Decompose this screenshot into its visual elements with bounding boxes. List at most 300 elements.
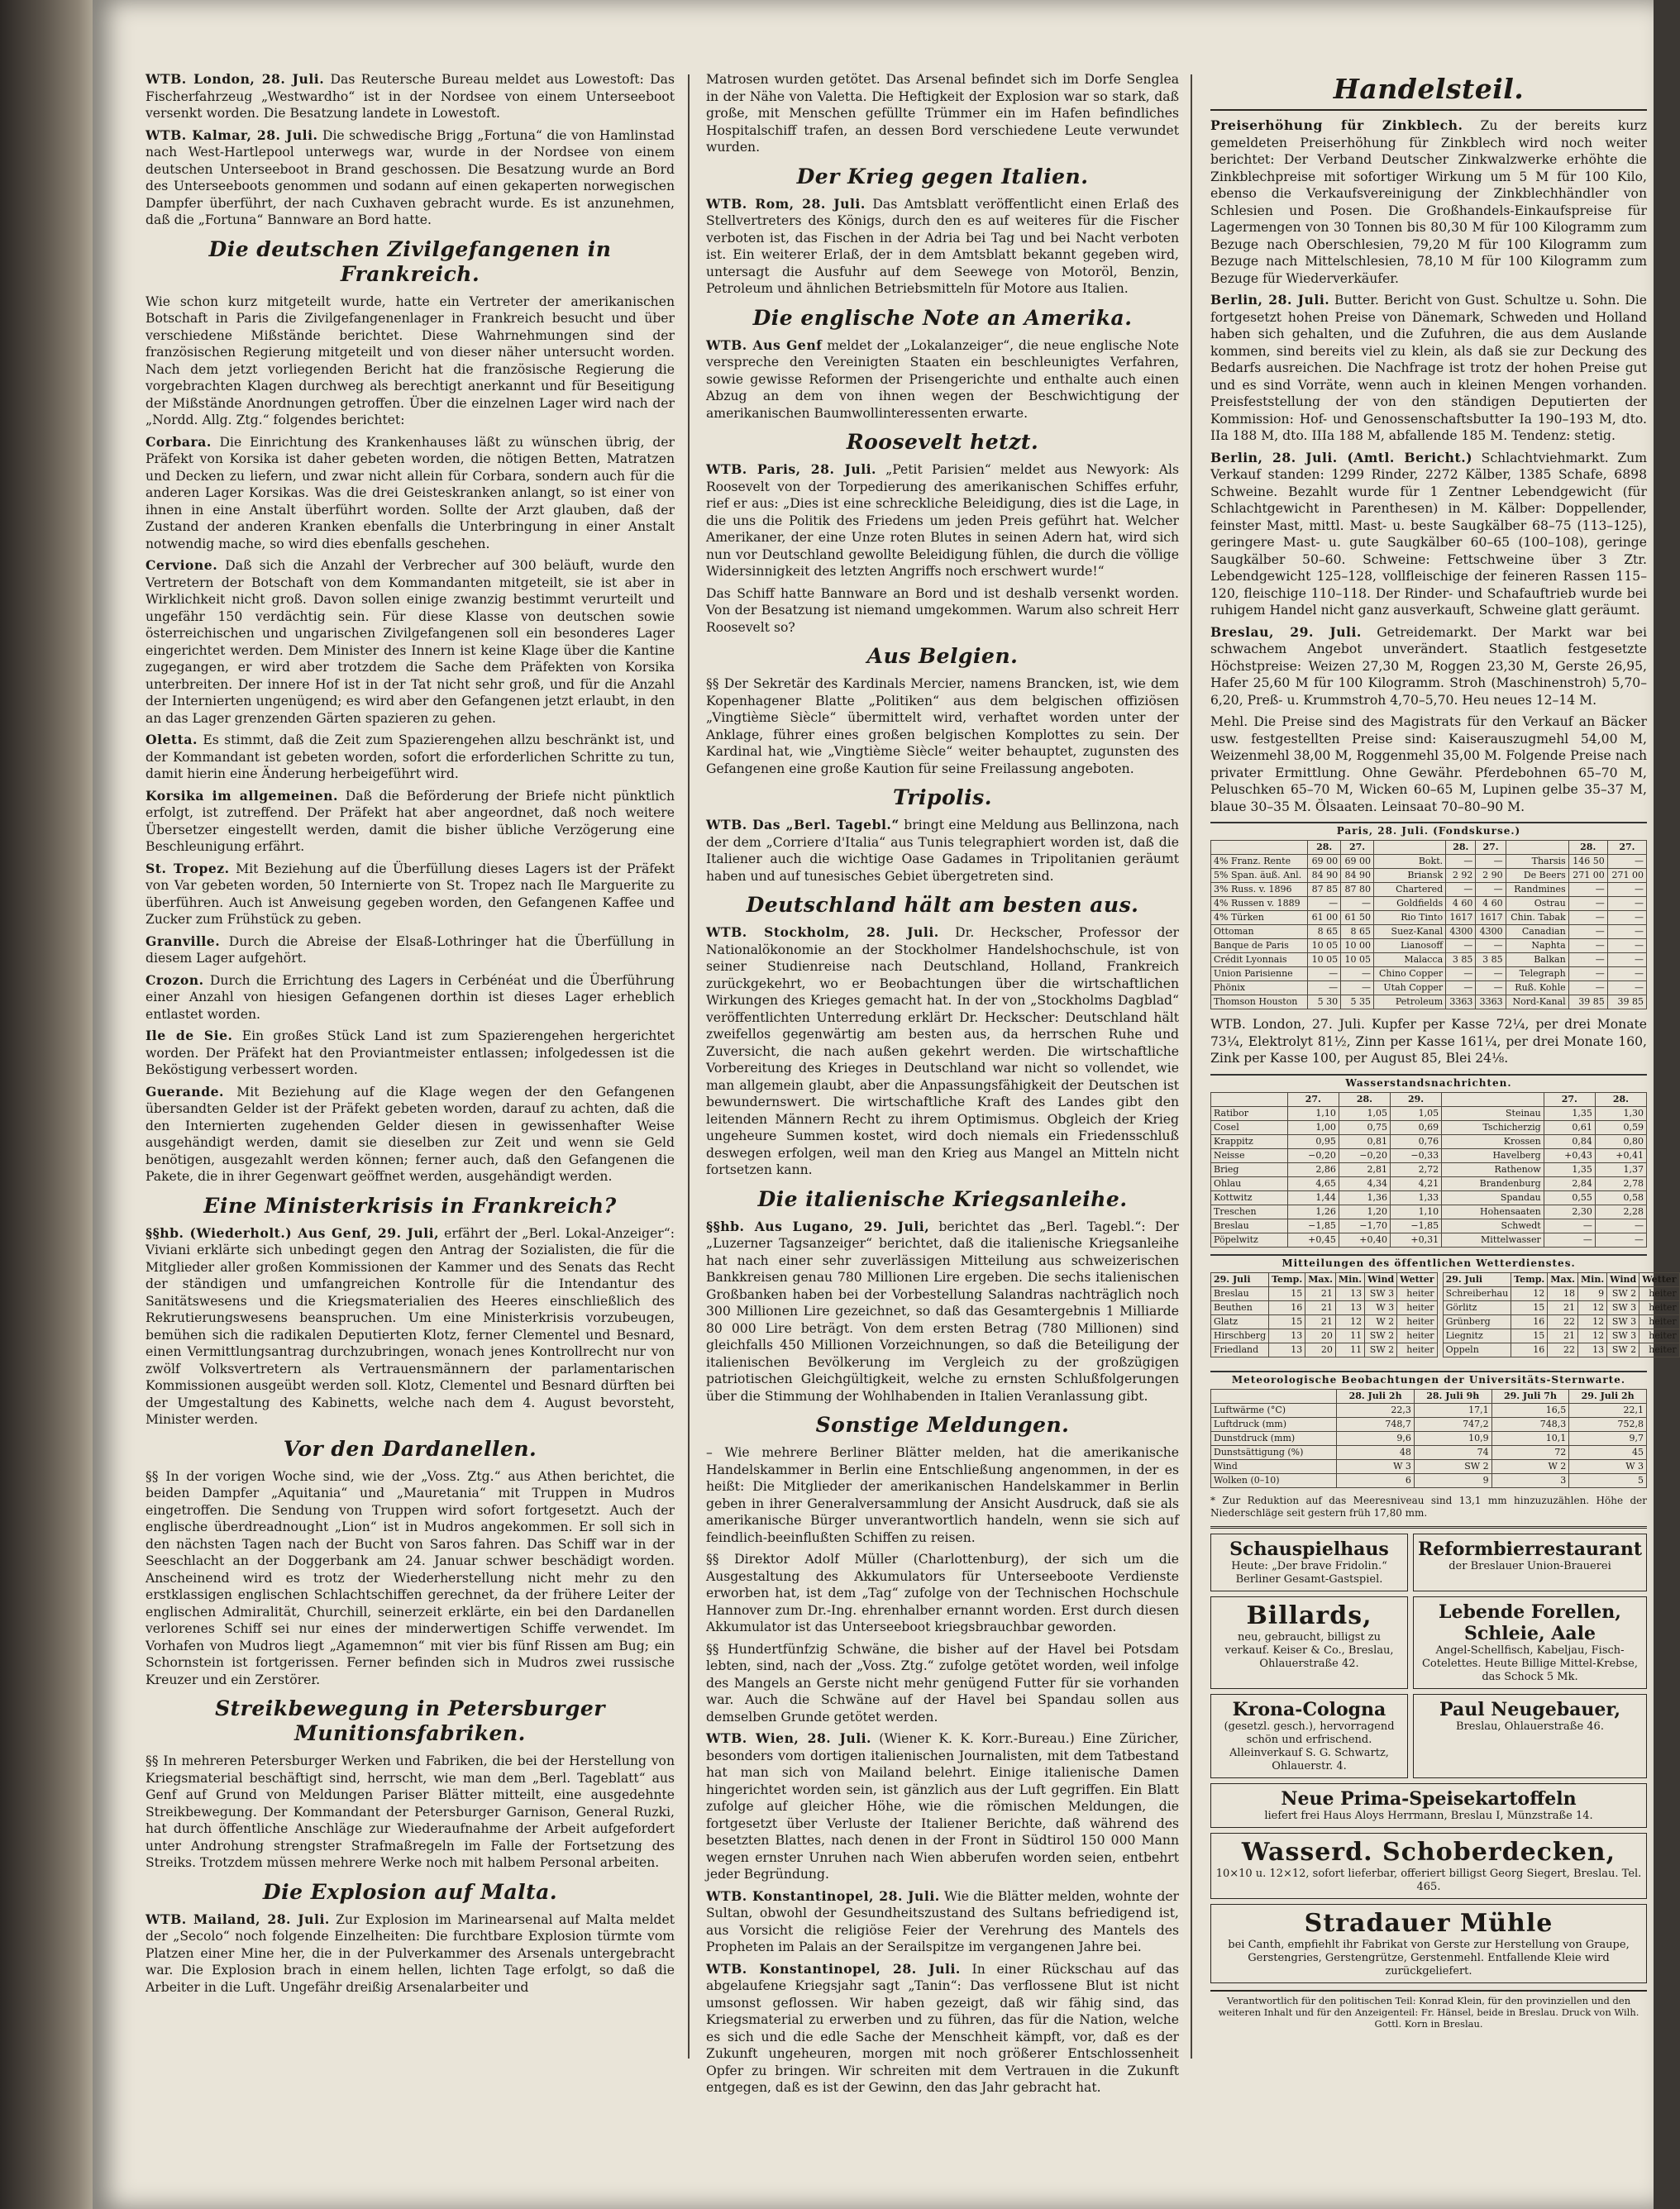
- ad-stradauer-muehle: [1210, 1904, 1647, 1983]
- table-cell: 74: [1414, 1445, 1491, 1459]
- table-cell: 9: [1414, 1473, 1491, 1487]
- table-cell: 21: [1305, 1286, 1336, 1300]
- table-cell: 2,30: [1544, 1205, 1595, 1219]
- table-header-cell: 27.: [1476, 841, 1506, 855]
- paragraph-text: Das Reutersche Bureau meldet aus Lowestoft: Das Fischerfahrzeug „Westwardho“ ist in der Nordsee von einem Unterseeboot versenkt worden. Die Besatzung landete in Lowestoft.: [146, 72, 675, 121]
- article-headline: Die englische Note an Amerika.: [752, 305, 1133, 330]
- table-cell: SW 2: [1607, 1286, 1639, 1300]
- table-cell: +0,40: [1339, 1233, 1390, 1247]
- table-cell: Utah Copper: [1374, 981, 1446, 995]
- dateline: WTB. Das „Berl. Tagebl.“: [706, 817, 900, 833]
- paragraph-text: „Petit Parisien“ meldet aus Newyork: Als Roosevelt von der Torpedierung des amerikanischen Schiffes erfuhr, rief er aus: „Dies ist eine schreckliche Beleidigung, dies ist die Lage, in die uns die Politik des Friedens um jeden Preis geführt hat. Welcher Amerikaner, der eine Unze roten Blutes in seinen Adern hat, wird sich nun vor Deutschland gewollte Beleidigung fühlen, die durch die völlige Widersinnigkeit des letzten Angriffs noch erschwert wurde!“: [706, 462, 1179, 579]
- article-headline: Tripolis.: [893, 785, 992, 809]
- table-cell: heiter: [1397, 1286, 1437, 1300]
- article-paragraph: [146, 293, 675, 429]
- table-header-cell: 28.: [1568, 841, 1607, 855]
- article-paragraph: [706, 1444, 1179, 1546]
- paragraph-text: – Wie mehrere Berliner Blätter melden, hat die amerikanische Handelskammer in Berlin eine Entschließung angenommen, in der es heißt: Die Mitglieder der amerikanischen Handelskammer in Berlin geben in ihrer Generalversammlung der Ansicht Ausdruck, daß sie als amerikanische Bürger unverantwortlich handeln, wenn sie sich auf feindlich-beeinflußten Schiffen zu reisen.: [706, 1445, 1179, 1545]
- table-cell: 13: [1269, 1329, 1305, 1343]
- section-title-handelsteil: Handelsteil.: [1210, 73, 1647, 111]
- table-cell: heiter: [1397, 1300, 1437, 1314]
- ad-title: Reformbierrestaurant: [1417, 1538, 1642, 1560]
- fonds-table: [1210, 840, 1647, 1009]
- table-cell: Breslau: [1211, 1219, 1288, 1233]
- article-paragraph: [706, 817, 1179, 885]
- article-headline: Streikbewegung in Petersburger Munitionsfabriken.: [215, 1696, 605, 1745]
- table-cell: —: [1607, 925, 1646, 939]
- table-cell: —: [1446, 981, 1476, 995]
- paragraph-text: Durch die Abreise der Elsaß-Lothringer hat die Überfüllung in diesem Lager aufgehört.: [146, 933, 675, 966]
- paragraph-text: Das Schiff hatte Bannware an Bord und ist deshalb versenkt worden. Von der Besatzung ist niemand umgekommen. Warum also schreit Herr Roosevelt so?: [706, 585, 1179, 635]
- table-cell: SW 3: [1607, 1329, 1639, 1343]
- table-row: [1211, 1329, 1438, 1343]
- table-row: [1211, 1300, 1438, 1314]
- table-cell: 45: [1569, 1445, 1647, 1459]
- table-cell: +0,43: [1544, 1148, 1595, 1162]
- ad-text: 10×10 u. 12×12, sofort lieferbar, offeriert billigst Georg Siegert, Breslau. Tel. 465.: [1215, 1867, 1642, 1893]
- article-paragraph: [146, 861, 675, 928]
- table-cell: Krappitz: [1211, 1134, 1288, 1148]
- table-cell: 4,34: [1339, 1176, 1390, 1190]
- table-cell: —: [1308, 897, 1341, 911]
- table-header-cell: Wetter: [1397, 1272, 1437, 1286]
- table-cell: Friedland: [1211, 1343, 1269, 1357]
- table-cell: 0,80: [1595, 1134, 1646, 1148]
- table-cell: —: [1607, 953, 1646, 967]
- table-cell: 69 00: [1341, 855, 1374, 869]
- table-cell: 8 65: [1341, 925, 1374, 939]
- table-cell: Beuthen: [1211, 1300, 1269, 1314]
- table-cell: heiter: [1397, 1314, 1437, 1329]
- table-cell: —: [1476, 939, 1506, 953]
- article-paragraph: [706, 1219, 1179, 1405]
- table-cell: 2,72: [1390, 1162, 1441, 1176]
- article-paragraph: [706, 337, 1179, 422]
- ad-billards: [1210, 1596, 1408, 1689]
- article-paragraph: [146, 1753, 675, 1872]
- table-cell: 2,81: [1339, 1162, 1390, 1176]
- table-cell: —: [1568, 911, 1607, 925]
- table-cell: Glatz: [1211, 1314, 1269, 1329]
- paragraph-text: Daß die Beförderung der Briefe nicht pünktlich erfolgt, ist zutreffend. Der Präfekt hat aber angeordnet, daß noch weitere Übersetzer eingestellt werden, damit die bisher übliche Verzögerung eine Beschleunigung erfährt.: [146, 788, 675, 854]
- article-paragraph: [706, 71, 1179, 156]
- table-row: [1211, 869, 1647, 883]
- paragraph-text: erfährt der „Berl. Lokal-Anzeiger“: Viviani erklärte sich unbedingt gegen den Antrag der Sozialisten, die für die Mitglieder aller großen Kommissionen der Kammer und des Senats das Recht der ständigen und umfangreichen Kontrolle für die Intendantur des Sanitätswesens und die Kriegsmaterialien des Heeres einschließlich des Rekrutierungswesens beanspruchen. Um eine Ministerkrisis vorzubeugen, bemühen sich die radikalen Deputierten Klotz, ferner Clementel und Besnard, einen Vermittlungsantrag durchzubringen, wonach jenes Kontrollrecht nur von zwölf Volksvertretern als Vertrauensmännern der parlamentarischen Kommissionen ausgeübt werden soll. Klotz, Clementel und Besnard dürften bei der Umgestaltung des Kabinetts, welche nach dem 4. August bevorsteht, Minister werden.: [146, 1225, 675, 1427]
- dateline: Oletta.: [146, 732, 198, 747]
- table-cell: −1,85: [1287, 1219, 1339, 1233]
- table-row: [1211, 1459, 1647, 1473]
- table-cell: —: [1607, 897, 1646, 911]
- ad-title: Schauspielhaus: [1229, 1538, 1389, 1560]
- table-cell: Dunstsättigung (%): [1211, 1445, 1337, 1459]
- table-cell: —: [1476, 967, 1506, 981]
- table-row: [1211, 911, 1647, 925]
- table-cell: —: [1341, 897, 1374, 911]
- table-header-cell: 27.: [1287, 1092, 1339, 1106]
- dateline: Korsika im allgemeinen.: [146, 787, 338, 804]
- table-cell: +0,41: [1595, 1148, 1646, 1162]
- table-cell: 3% Russ. v. 1896: [1211, 883, 1308, 897]
- paragraph-text: Mehl. Die Preise sind des Magistrats für den Verkauf an Bäcker usw. festgestellten Preise sind: Kaiserauszugmehl 54,00 M, Weizenmehl 38,00 M, Roggenmehl 35,00 M. Folgende Preise nach privater Ermittlung. Ohne Gewähr. Pferdebohnen 65–70 M, Peluschken 65–70 M, Wicken 60–65 M, Lupinen gelbe 35–37 M, blaue 30–35 M. Ölsaaten. Leinsaat 70–80–90 M.: [1210, 714, 1647, 814]
- article-paragraph: [146, 1084, 675, 1186]
- table-cell: 2,78: [1595, 1176, 1646, 1190]
- table-cell: 16,5: [1491, 1403, 1569, 1417]
- ad-text: Breslau, Ohlauerstraße 46.: [1456, 1720, 1604, 1733]
- paragraph-text: §§ In mehreren Petersburger Werken und Fabriken, die bei der Herstellung von Kriegsmaterial beschäftigt sind, herrscht, wie man dem „Berl. Tageblatt“ aus Genf auf Grund von Meldungen Pariser Blätter mitteilt, eine ausgedehnte Streikbewegung. Der Kommandant der Petersburger Garnison, General Ruzki, hat durch öffentliche Anschläge zur Wiederaufnahme der Arbeit aufgefordert unter Androhung strengster Strafmaßregeln im Falle der Fortsetzung des Streiks. Trotzdem müssen mehrere Werke noch mit halbem Personal arbeiten.: [146, 1753, 675, 1870]
- dateline: Berlin, 28. Juli.: [1210, 292, 1330, 308]
- weather-tables: [1210, 1269, 1677, 1364]
- table-cell: 0,76: [1390, 1134, 1441, 1148]
- paragraph-text: §§ Der Sekretär des Kardinals Mercier, namens Brancken, ist, wie dem Kopenhagener Blatte „Politiken“ aus dem belgischen offiziösen „Vingtième Siècle“ übermittelt wird, verhaftet worden unter der Anklage, führer eines großen belgischen Komplottes zu sein. Der Kardinal hat, wie „Vingtième Siècle“ weiter behauptet, zugunsten des Gefangenen eine große Kaution für seine Freilassung angeboten.: [706, 676, 1179, 776]
- table-cell: Randmines: [1506, 883, 1568, 897]
- table-cell: 13: [1335, 1300, 1364, 1314]
- ad-text: der Breslauer Union-Brauerei: [1449, 1559, 1611, 1572]
- table-cell: De Beers: [1506, 869, 1568, 883]
- dateline: §§hb. Aus Lugano, 29. Juli,: [706, 1218, 930, 1234]
- table-row: [1211, 1162, 1647, 1176]
- article-paragraph: [146, 71, 675, 122]
- book-binding-shadow: [0, 0, 98, 2209]
- table-cell: W 3: [1337, 1459, 1415, 1473]
- table-cell: —: [1544, 1233, 1595, 1247]
- column-rule: [1191, 74, 1192, 2059]
- table-cell: Krossen: [1442, 1134, 1544, 1148]
- table-header-cell: 29. Juli 2h: [1569, 1389, 1647, 1403]
- ad-title: Neue Prima-Speisekartoffeln: [1281, 1787, 1577, 1810]
- table-header-cell: 28.: [1308, 841, 1341, 855]
- table-header-cell: 29. Juli 7h: [1491, 1389, 1569, 1403]
- table-cell: 87 80: [1341, 883, 1374, 897]
- table-row: [1211, 1343, 1438, 1357]
- advertisements: [1210, 1526, 1647, 1983]
- table-cell: Telegraph: [1506, 967, 1568, 981]
- article-paragraph: [146, 933, 675, 967]
- dateline: Berlin, 28. Juli. (Amtl. Bericht.): [1210, 449, 1473, 465]
- ad-title: Wasserd. Schoberdecken,: [1241, 1837, 1616, 1867]
- table-row: [1211, 1431, 1647, 1445]
- table-header-cell: 29. Juli: [1211, 1272, 1269, 1286]
- table-header-cell: 28.: [1595, 1092, 1646, 1106]
- pegel-caption: Wasserstandsnachrichten.: [1210, 1074, 1647, 1089]
- table-cell: 0,95: [1287, 1134, 1339, 1148]
- article-paragraph: [706, 1641, 1179, 1726]
- table-header-cell: 28.: [1339, 1092, 1390, 1106]
- table-cell: 16: [1269, 1300, 1305, 1314]
- table-cell: 3363: [1446, 995, 1476, 1009]
- table-cell: 48: [1337, 1445, 1415, 1459]
- ad-speisekartoffeln: [1210, 1783, 1647, 1828]
- table-cell: —: [1341, 981, 1374, 995]
- article-paragraph: [146, 434, 675, 553]
- table-row: [1211, 1134, 1647, 1148]
- article-paragraph: [146, 557, 675, 727]
- table-cell: −1,70: [1339, 1219, 1390, 1233]
- table-cell: 5: [1569, 1473, 1647, 1487]
- table-cell: Rathenow: [1442, 1162, 1544, 1176]
- table-cell: Schwedt: [1442, 1219, 1544, 1233]
- newspaper-page: [93, 0, 1677, 2209]
- table-row: [1211, 855, 1647, 869]
- table-cell: SW 2: [1365, 1343, 1397, 1357]
- article-paragraph: [1210, 713, 1647, 815]
- table-header-cell: 29.: [1390, 1092, 1441, 1106]
- table-cell: 39 85: [1607, 995, 1646, 1009]
- fonds-caption: Paris, 28. Juli. (Fondskurse.): [1210, 822, 1647, 837]
- table-row: [1211, 939, 1647, 953]
- table-cell: 0,59: [1595, 1120, 1646, 1134]
- table-cell: SW 2: [1365, 1329, 1397, 1343]
- paragraph-text: Ein großes Stück Land ist zum Spazierengehen hergerichtet worden. Der Präfekt hat den Proviantmeister entlassen; infolgedessen ist die Beköstigung verbessert worden.: [146, 1028, 675, 1077]
- article-headline: Die italienische Kriegsanleihe.: [757, 1186, 1128, 1211]
- table-cell: 11: [1335, 1329, 1364, 1343]
- table-header-cell: Max.: [1305, 1272, 1336, 1286]
- table-cell: 87 85: [1308, 883, 1341, 897]
- table-cell: Steinau: [1442, 1106, 1544, 1120]
- table-cell: −0,20: [1339, 1148, 1390, 1162]
- article-paragraph: [146, 127, 675, 229]
- paragraph-text: Das Amtsblatt veröffentlicht einen Erlaß des Stellvertreters des Königs, durch den es auf weiteres für die Fischer verboten ist, das Fischen in der Adria bei Tag und bei Nacht verboten ist. Ein weiterer Erlaß, der in dem Amtsblatt bekannt gegeben wird, untersagt die Ausfuhr auf dem Seewege von Motoröl, Benzin, Petroleum und ähnlichen Betriebsmitteln für Motore aus Italien.: [706, 196, 1179, 296]
- ad-text: (gesetzl. gesch.), hervorragend schön und erfrischend. Alleinverkauf S. G. Schwartz, Ohlauerstr. 4.: [1224, 1720, 1395, 1772]
- article-paragraph: [146, 1468, 675, 1689]
- table-row: [1211, 1148, 1647, 1162]
- table-cell: 1,05: [1390, 1106, 1441, 1120]
- dateline: Breslau, 29. Juli.: [1210, 623, 1362, 640]
- table-header-cell: 27.: [1544, 1092, 1595, 1106]
- table-cell: Union Parisienne: [1211, 967, 1308, 981]
- table-cell: 0,61: [1544, 1120, 1595, 1134]
- table-cell: SW 2: [1607, 1343, 1639, 1357]
- table-header-cell: Temp.: [1511, 1272, 1548, 1286]
- table-cell: heiter: [1639, 1343, 1679, 1357]
- table-cell: 1,35: [1544, 1106, 1595, 1120]
- dateline: Crozon.: [146, 971, 204, 988]
- table-cell: —: [1476, 855, 1506, 869]
- article-paragraph: [706, 196, 1179, 298]
- table-cell: Treschen: [1211, 1205, 1288, 1219]
- table-cell: 22,3: [1337, 1403, 1415, 1417]
- table-cell: —: [1446, 939, 1476, 953]
- column-left: [146, 71, 675, 2072]
- paragraph-text: berichtet das „Berl. Tagebl.“: Der „Luzerner Tagsanzeiger“ berichtet, daß die italienische Kriegsanleihe hat nach einer sehr zuverlässigen Mitteilung aus schweizerischen Bankkreisen genau 780 Millionen Lire ergeben. Die sechs italienischen Großbanken haben bei der Vorbestellung Salandras nachträglich noch 300 Millionen Lire gezeichnet, so daß das Gesamtergebnis 1 Milliarde 80 000 Lire beträgt. Von dem ersten Betrag (780 Millionen) sind gleichfalls 450 Millionen Vorzeichnungen, so daß die Beteiligung der italienischen Bevölkerung im Vergleich zu der großzügigen patriotischen Gleichgültigkeit, welche zu ernsten Schlußfolgerungen über die Stimmung der Wohlhabenden in Italien Veranlassung gibt.: [706, 1219, 1180, 1404]
- table-cell: —: [1568, 939, 1607, 953]
- table-cell: —: [1607, 939, 1646, 953]
- article-headline: Eine Ministerkrisis in Frankreich?: [203, 1193, 617, 1218]
- table-cell: 21: [1305, 1300, 1336, 1314]
- table-cell: 15: [1269, 1286, 1305, 1300]
- table-header-cell: 28.: [1446, 841, 1476, 855]
- dateline: WTB. Wien, 28. Juli.: [706, 1730, 871, 1746]
- paragraph-text: Wie schon kurz mitgeteilt wurde, hatte ein Vertreter der amerikanischen Botschaft in Paris die Zivilgefangenenlager in Frankreich besucht und über verschiedene Mißstände berichtet. Diese Wahrnehmungen sind der französischen Regierung mitgeteilt und von dieser näher untersucht worden. Nach dem jetzt vorliegenden Bericht hat die französische Regierung die vorgebrachten Klagen durchweg als berechtigt anerkannt und für Beseitigung der Mißstände Anordnungen getroffen. Über die einzelnen Lager wird nach der „Nordd. Allg. Ztg.“ folgendes berichtet:: [146, 293, 675, 427]
- table-row: [1211, 925, 1647, 939]
- table-cell: —: [1607, 883, 1646, 897]
- paragraph-text: Dr. Heckscher, Professor der Nationalökonomie an der Stockholmer Handelshochschule, ist von seiner Studienreise nach Deutschland, Holland, Frankreich zurückgekehrt, wo er Beobachtungen über die wirtschaftlichen Wirkungen des Krieges gemacht hat. In der von „Stockholms Dagblad“ veröffentlichten Unterredung erklärt Dr. Heckscher: Deutschland hält zweifellos gegenwärtig am besten aus, da herrschen Ruhe und Zuversicht, die nach außen gekehrt werden. Die wirtschaftliche Vorbereitung des Krieges in Deutschland war nicht so vollendet, wie man allgemein glaubt, aber die Anpassungsfähigkeit der Deutschen ist bewundernswert. Die wirtschaftliche Kraft des Landes gibt den leitenden Männern Recht zu ihrem Optimismus. Obgleich der Krieg ungeheure Summen kostet, wird doch niemals ein Friedensschluß deswegen erfolgen, weil man den Krieg aus Mangel an Mitteln nicht fortsetzen kann.: [706, 925, 1179, 1177]
- column-rule: [688, 74, 690, 2059]
- table-cell: Malacca: [1374, 953, 1446, 967]
- table-cell: 1,05: [1339, 1106, 1390, 1120]
- table-cell: Oppeln: [1443, 1343, 1511, 1357]
- article-headline: Die Explosion auf Malta.: [262, 1879, 558, 1904]
- commerce-reports: [1210, 117, 1647, 815]
- paragraph-text: §§ Direktor Adolf Müller (Charlottenburg), der sich um die Ausgestaltung des Akkumulators für Unterseeboote Verdienste erworben hat, ist dem „Tag“ zufolge von der Technischen Hochschule Hannover zum Dr.-Ing. ehrenhalber ernannt worden. Erst durch diesen Akkumulator ist das Unterseeboot kriegsbrauchbar geworden.: [706, 1552, 1179, 1634]
- article-headline: Aus Belgien.: [866, 644, 1019, 668]
- table-row: [1211, 1417, 1647, 1431]
- table-cell: 10 00: [1341, 939, 1374, 953]
- table-cell: 4 60: [1476, 897, 1506, 911]
- table-cell: Thomson Houston: [1211, 995, 1308, 1009]
- table-cell: 4 60: [1446, 897, 1476, 911]
- dateline: WTB. London, 28. Juli.: [146, 71, 325, 87]
- table-cell: 61 50: [1341, 911, 1374, 925]
- table-row: [1443, 1329, 1679, 1343]
- table-cell: 22: [1548, 1343, 1578, 1357]
- dateline: Corbara.: [146, 433, 212, 450]
- article-paragraph: [706, 924, 1179, 1179]
- table-cell: 72: [1491, 1445, 1569, 1459]
- table-cell: SW 3: [1607, 1300, 1639, 1314]
- table-row: [1211, 953, 1647, 967]
- table-cell: 17,1: [1414, 1403, 1491, 1417]
- table-cell: heiter: [1397, 1343, 1437, 1357]
- table-header-cell: 27.: [1607, 841, 1646, 855]
- table-cell: 5% Span. äuß. Anl.: [1211, 869, 1308, 883]
- article-paragraph: [146, 1028, 675, 1079]
- ad-title: Billards,: [1246, 1601, 1372, 1630]
- table-cell: 13: [1269, 1343, 1305, 1357]
- table-row: [1211, 1233, 1647, 1247]
- weather-caption: Mitteilungen des öffentlichen Wetterdienstes.: [1210, 1254, 1647, 1269]
- article-paragraph: [706, 675, 1179, 777]
- table-cell: 6: [1337, 1473, 1415, 1487]
- table-row: [1211, 883, 1647, 897]
- table-cell: —: [1568, 897, 1607, 911]
- table-cell: Phönix: [1211, 981, 1308, 995]
- ad-text: liefert frei Haus Aloys Herrmann, Breslau I, Münzstraße 14.: [1264, 1809, 1593, 1822]
- table-row: [1211, 1190, 1647, 1205]
- table-cell: 5 35: [1341, 995, 1374, 1009]
- dateline: WTB. Konstantinopel, 28. Juli.: [706, 1887, 940, 1904]
- table-cell: —: [1476, 883, 1506, 897]
- table-cell: Banque de Paris: [1211, 939, 1308, 953]
- table-cell: 12: [1511, 1286, 1548, 1300]
- table-header-cell: [1442, 1092, 1544, 1106]
- paragraph-text: Die schwedische Brigg „Fortuna“ die von Hamlinstad nach West-Hartlepool unterwegs war, wurde in der Nordsee von einem deutschen Unterseeboot in Brand geschossen. Die Besatzung wurde an Bord des Unterseeboots genommen und sodann auf einen gekaperten norwegischen Dampfer überführt, der nach Cuxhaven gebracht wurde. Es ist anzunehmen, daß die „Fortuna“ Bannware an Bord hatte.: [146, 127, 675, 227]
- table-cell: 4,65: [1287, 1176, 1339, 1190]
- table-cell: 2,84: [1544, 1176, 1595, 1190]
- table-cell: 12: [1335, 1314, 1364, 1329]
- table-cell: Dunstdruck (mm): [1211, 1431, 1337, 1445]
- table-cell: heiter: [1639, 1300, 1679, 1314]
- table-cell: —: [1476, 981, 1506, 995]
- table-header-cell: Wetter: [1639, 1272, 1679, 1286]
- table-cell: Petroleum: [1374, 995, 1446, 1009]
- table-cell: 9: [1577, 1286, 1606, 1300]
- table-cell: 3 85: [1446, 953, 1476, 967]
- paragraph-text: In einer Rückschau auf das abgelaufene Kriegsjahr sagt „Tanin“: Das verflossene Blut ist nicht umsonst geflossen. Wir haben gezeigt, daß wir fähig sind, das Kriegsmaterial zu erwerben und zu führen, das für die Nation, welche es sich und die edle Sache der Menschheit kämpft, vor, daß es der Zukunft ungeheuren, morgen mit noch größerer Entschlossenheit Opfer zu bringen. Wir schreiten mit dem Vertrauen in die Zukunft entgegen, daß es ist der Gewinn, den das Jahr gebracht hat.: [706, 1961, 1179, 2095]
- table-row: [1211, 1445, 1647, 1459]
- table-cell: 2,28: [1595, 1205, 1646, 1219]
- table-cell: Kottwitz: [1211, 1190, 1288, 1205]
- table-cell: Mittelwasser: [1442, 1233, 1544, 1247]
- table-cell: Grünberg: [1443, 1314, 1511, 1329]
- table-cell: Hirschberg: [1211, 1329, 1269, 1343]
- table-cell: 84 90: [1341, 869, 1374, 883]
- dateline: Cervione.: [146, 557, 218, 573]
- dateline: WTB. Konstantinopel, 28. Juli.: [706, 1960, 961, 1977]
- table-cell: —: [1446, 967, 1476, 981]
- table-cell: —: [1568, 981, 1607, 995]
- water-level-table: [1210, 1092, 1647, 1248]
- table-cell: 0,81: [1339, 1134, 1390, 1148]
- table-header-cell: Wind: [1365, 1272, 1397, 1286]
- table-cell: Liegnitz: [1443, 1329, 1511, 1343]
- table-header-cell: [1506, 841, 1568, 855]
- table-cell: 3 85: [1476, 953, 1506, 967]
- table-row: [1211, 1106, 1647, 1120]
- table-cell: 21: [1548, 1300, 1578, 1314]
- article-headline: Sonstige Meldungen.: [815, 1413, 1070, 1437]
- paragraph-text: Die Einrichtung des Krankenhauses läßt zu wünschen übrig, der Präfekt von Korsika ist daher gebeten worden, die nötigen Betten, Matratzen und Decken zu liefern, und zwar nicht allein für Corbara, sondern auch für die anderen Lager Korsikas. Was die drei Geisteskranken anlangt, so ist einer von ihnen in eine Anstalt überführt worden. Sollte der Arzt glauben, daß der Zustand der anderen Kranken ebenfalls die Unterbringung in einer Anstalt notwendig mache, so wird dies ebenfalls geschehen.: [146, 434, 675, 551]
- table-cell: Suez-Kanal: [1374, 925, 1446, 939]
- table-cell: 1,36: [1339, 1190, 1390, 1205]
- table-cell: heiter: [1639, 1314, 1679, 1329]
- table-cell: 271 00: [1607, 869, 1646, 883]
- table-cell: Wind: [1211, 1459, 1337, 1473]
- table-cell: 4% Franz. Rente: [1211, 855, 1308, 869]
- article-paragraph: [706, 1551, 1179, 1636]
- table-cell: Breslau: [1211, 1286, 1269, 1300]
- article-paragraph: [146, 1911, 675, 1997]
- dateline: St. Tropez.: [146, 860, 230, 876]
- ad-neugebauer: [1413, 1694, 1647, 1778]
- dateline: Guerande.: [146, 1083, 224, 1100]
- table-row: [1443, 1286, 1679, 1300]
- table-cell: Pöpelwitz: [1211, 1233, 1288, 1247]
- table-header-cell: Temp.: [1269, 1272, 1305, 1286]
- table-cell: Goldfields: [1374, 897, 1446, 911]
- article-paragraph: [1210, 450, 1647, 619]
- article-paragraph: [706, 461, 1179, 580]
- table-row: [1211, 1473, 1647, 1487]
- table-row: [1443, 1300, 1679, 1314]
- ad-schoberdecken: [1210, 1833, 1647, 1899]
- table-row: [1211, 1219, 1647, 1233]
- paragraph-text: Schlachtviehmarkt. Zum Verkauf standen: 1299 Rinder, 2272 Kälber, 1385 Schafe, 6898 Schweine. Bezahlt wurde für 1 Zentner Lebendgewicht (für Schlachtgewicht in Parenthesen) in M. Kälber: Doppellender, feinster Mast, mittl. Mast- u. beste Saugkälber 68–75 (113–125), geringere Mast- u. gute Saugkälber 60–65 (100–108), geringe Saugkälber 50–60. Schweine: Fettschweine über 3 Ztr. Lebendgewicht 125–128, vollfleischige der feineren Rassen 115–120, fleischige 110–118. Der Rinder- und Schafauftrieb wurde bei ruhigem Handel nicht ganz ausverkauft, Schweine glatt geräumt.: [1210, 450, 1648, 618]
- table-cell: 10,1: [1491, 1431, 1569, 1445]
- table-cell: 1,10: [1390, 1205, 1441, 1219]
- table-cell: 748,7: [1337, 1417, 1415, 1431]
- table-cell: 16: [1511, 1314, 1548, 1329]
- paragraph-text: §§ Hundertfünfzig Schwäne, die bisher auf der Havel bei Potsdam lebten, sind, nach der „Voss. Ztg.“ zufolge getötet worden, weil infolge des Mangels an Gerste nicht mehr genügend Futter für sie vorhanden war. Auch die Schwäne auf der Havel bei Spandau sollen aus demselben Grunde getötet werden.: [706, 1641, 1179, 1725]
- table-cell: Crédit Lyonnais: [1211, 953, 1308, 967]
- table-cell: —: [1595, 1219, 1646, 1233]
- table-cell: 5 30: [1308, 995, 1341, 1009]
- meteo-note: * Zur Reduktion auf das Meeresniveau sind 13,1 mm hinzuzuzählen. Höhe der Niederschläge seit gestern früh 17,80 mm.: [1210, 1494, 1647, 1519]
- paragraph-text: Zur Explosion im Marinearsenal auf Malta meldet der „Secolo“ noch folgende Einzelheiten: Die furchtbare Explosion türmte vom Platzen einer Mine her, die in der Pulverkammer des Arsenals untergebracht war. Die Explosion brach in einem hellen, lichten Tage erfolgt, so daß die Arbeiter in die Luft. Ungefähr dreißig Arsenalarbeiter und: [146, 1911, 675, 1995]
- table-header-cell: [1211, 841, 1308, 855]
- article-headline: Deutschland hält am besten aus.: [746, 893, 1139, 917]
- article-paragraph: [706, 585, 1179, 637]
- table-header-cell: 27.: [1341, 841, 1374, 855]
- table-cell: Ratibor: [1211, 1106, 1288, 1120]
- table-cell: Chin. Tabak: [1506, 911, 1568, 925]
- ad-text: Angel-Schellfisch, Kabeljau, Fisch-Cotelettes. Heute Billige Mittel-Krebse, das Schock 5 Mk.: [1421, 1644, 1638, 1683]
- weather-table-2: [1443, 1272, 1680, 1357]
- paragraph-text: Mit Beziehung auf die Überfüllung dieses Lagers ist der Präfekt von Var gebeten worden, 50 Internierte von St. Tropez nach Ile Marguerite zu überführen. Auch ist Anweisung gegeben worden, den Gefangenen Kaffee und Zucker zum Frühstück zu geben.: [146, 861, 675, 927]
- table-cell: 748,3: [1491, 1417, 1569, 1431]
- table-cell: Bokt.: [1374, 855, 1446, 869]
- article-paragraph: [706, 1888, 1179, 1956]
- table-cell: 12: [1577, 1314, 1606, 1329]
